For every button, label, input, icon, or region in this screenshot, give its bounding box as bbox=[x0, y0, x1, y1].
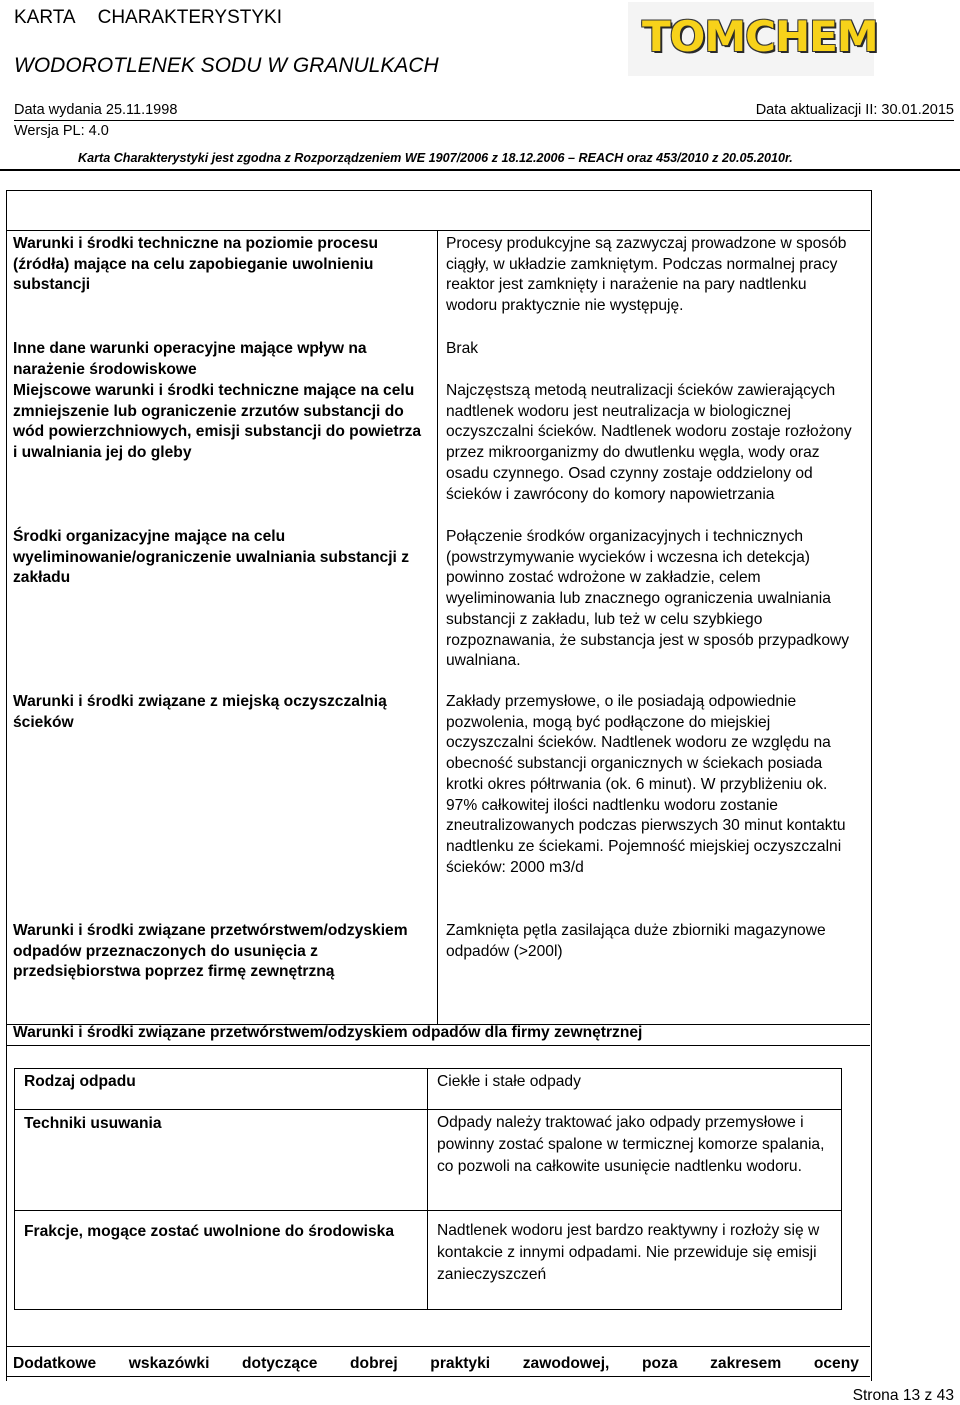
header-bottom-divider bbox=[0, 169, 960, 171]
row-label-waste-external-company: Warunki i środki związane przetwórstwem/odzyskiem odpadów przeznaczonych do usunięcia z przedsiębiorstwa poprzez firmę zewnętrzną bbox=[13, 922, 408, 981]
row-value-process-conditions: Procesy produkcyjne są zazwyczaj prowadzone w sposób ciągły, w układzie zamkniętym. Podczas normalnej pracy reaktor jest zamknięty i narażenie na pary nadtlenku wodoru praktycznie nie występuję. bbox=[446, 235, 847, 315]
issue-date: Data wydania 25.11.1998 bbox=[14, 102, 178, 118]
table-row-divider bbox=[6, 1346, 870, 1347]
heading-word: dotyczące bbox=[242, 1355, 318, 1372]
heading-word: dobrej bbox=[350, 1355, 398, 1372]
header-divider bbox=[14, 120, 954, 121]
table-bottom-divider bbox=[6, 1376, 870, 1377]
row-value-other-operational-conditions: Brak bbox=[446, 340, 479, 357]
waste-section-title: Warunki i środki związane przetwórstwem/odzyskiem odpadów dla firmy zewnętrznej bbox=[13, 1024, 643, 1041]
row-value-organizational-measures: Połączenie środków organizacyjnych i technicznych (powstrzymywanie wycieków i wczesna ich detekcja) powinno zostać wdrożone w zakładzie, celem wyeliminowania lub znacznego ograniczenia uwalniania substancji z zakładu, lub też w celu szybkiego rozpoznawania, że substancja jest w sposób przypadkowy uwalniana. bbox=[446, 528, 850, 670]
heading-word: zakresem bbox=[710, 1355, 782, 1372]
waste-row-label-type: Rodzaj odpadu bbox=[24, 1073, 136, 1090]
regulation-note: Karta Charakterystyki jest zgodna z Rozporządzeniem WE 1907/2006 z 18.12.2006 – REACH oraz 453/2010 z 20.05.2010r. bbox=[78, 151, 793, 165]
row-label-process-conditions: Warunki i środki techniczne na poziomie procesu (źródła) mające na celu zapobieganie uwolnieniu substancji bbox=[13, 235, 379, 294]
title-word-karta: KARTA bbox=[14, 7, 76, 28]
row-label-organizational-measures: Środki organizacyjne mające na celu wyeliminowanie/ograniczenie uwalniania substancji z zakładu bbox=[13, 528, 410, 587]
row-value-local-technical-measures: Najczęstszą metodą neutralizacji ścieków zawierających nadtlenek wodoru jest neutralizacja w biologicznej oczyszczalni ścieków. Nadtlenek wodoru zostaje rozłożony przez mikroorganizmy do dwutlenku węgla, wody oraz osadu czynnego. Osad czynny zostaje oddzielony od ścieków i zawrócony do komory napowietrzania bbox=[446, 382, 852, 503]
company-logo bbox=[628, 2, 878, 76]
waste-row-label-fractions: Frakcje, mogące zostać uwolnione do środowiska bbox=[24, 1223, 395, 1240]
heading-word: praktyki bbox=[430, 1355, 491, 1372]
table-row-divider bbox=[6, 1045, 870, 1046]
waste-table-row-divider bbox=[15, 1210, 841, 1211]
good-practice-heading bbox=[13, 1355, 859, 1373]
heading-word: zawodowej, bbox=[522, 1355, 610, 1372]
title-word-charakterystyki: CHARAKTERYSTYKI bbox=[97, 7, 283, 28]
row-label-local-technical-measures: Miejscowe warunki i środki techniczne mające na celu zmniejszenie lub ograniczenie zrzutów substancji do wód powierzchniowych, emisji substancji do powietrza i uwalniania jej do gleby bbox=[13, 382, 422, 462]
update-date: Data aktualizacji II: 30.01.2015 bbox=[755, 102, 954, 118]
row-value-waste-external-company: Zamknięta pętla zasilająca duże zbiorniki magazynowe odpadów (>200l) bbox=[446, 922, 826, 960]
waste-row-value-fractions: Nadtlenek wodoru jest bardzo reaktywny i rozłoży się w kontakcie z innymi odpadami. Nie przewiduje się emisji zanieczyszczeń bbox=[437, 1222, 820, 1283]
waste-row-value-disposal: Odpady należy traktować jako odpady przemysłowe i powinny zostać spalone w termicznej komorze spalania, co pozwoli na całkowite usunięcie nadtlenku wodoru. bbox=[437, 1114, 825, 1175]
waste-row-value-type: Ciekłe i stałe odpady bbox=[437, 1073, 581, 1090]
page-number: Strona 13 z 43 bbox=[852, 1387, 954, 1404]
company-logo-text: TOMCHEM bbox=[642, 12, 878, 61]
waste-row-label-disposal: Techniki usuwania bbox=[24, 1115, 162, 1132]
product-name: WODOROTLENEK SODU W GRANULKACH bbox=[14, 54, 439, 77]
waste-table bbox=[14, 1068, 842, 1310]
waste-table-row-divider bbox=[15, 1109, 841, 1110]
heading-word: Dodatkowe bbox=[13, 1355, 97, 1372]
row-label-other-operational-conditions: Inne dane warunki operacyjne mające wpływ na narażenie środowiskowe bbox=[13, 340, 367, 378]
table-column-divider bbox=[437, 230, 438, 1024]
version: Wersja PL: 4.0 bbox=[14, 123, 109, 139]
heading-word: oceny bbox=[813, 1355, 859, 1372]
row-label-municipal-sewage-plant: Warunki i środki związane z miejską oczyszczalnią ścieków bbox=[13, 693, 387, 731]
heading-word: wskazówki bbox=[128, 1355, 210, 1372]
waste-table-column-divider bbox=[427, 1069, 428, 1309]
row-value-municipal-sewage-plant: Zakłady przemysłowe, o ile posiadają odpowiednie pozwolenia, mogą być podłączone do miejskiej oczyszczalni ścieków. Nadtlenek wodoru ze względu na obecność substancji organicznych w ściekach posiada krotki okres półtrwania (ok. 6 minut). W przybliżeniu ok. 97% całkowitej ilości nadtlenku wodoru zostanie zneutralizowanych podczas pierwszych 30 minut kontaktu nadtlenku ze ściekami. Pojemność miejskiej oczyszczalni ścieków: 2000 m3/d bbox=[446, 693, 846, 876]
heading-word: poza bbox=[641, 1355, 678, 1372]
document-type-title bbox=[14, 7, 304, 29]
table-row-divider bbox=[6, 230, 870, 231]
